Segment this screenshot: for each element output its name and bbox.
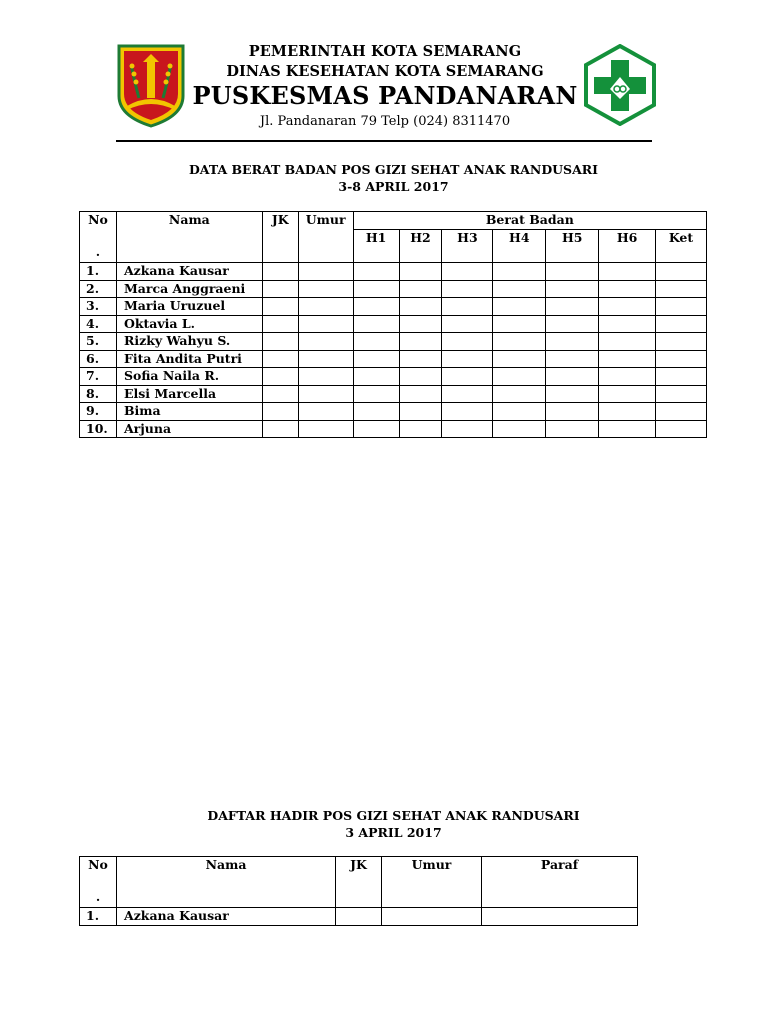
table-row — [80, 350, 707, 368]
row-empty-cell — [546, 298, 599, 316]
row-empty-cell — [442, 368, 493, 386]
row-empty-cell — [442, 350, 493, 368]
weight-table — [79, 211, 707, 438]
row-empty-cell — [546, 403, 599, 421]
row-empty-cell — [482, 908, 638, 926]
header-h5: H5 — [546, 229, 599, 262]
row-empty-cell — [599, 368, 656, 386]
government-name: PEMERINTAH KOTA SEMARANG — [248, 43, 522, 60]
row-empty-cell — [298, 420, 353, 438]
row-empty-cell — [262, 385, 298, 403]
row-empty-cell — [656, 368, 707, 386]
row-empty-cell — [298, 298, 353, 316]
row-nama: Maria Uruzuel — [116, 298, 262, 316]
row-empty-cell — [599, 403, 656, 421]
header-no: No . — [80, 212, 117, 263]
row-no: 6. — [80, 350, 117, 368]
row-empty-cell — [546, 385, 599, 403]
row-empty-cell — [493, 368, 546, 386]
row-empty-cell — [298, 403, 353, 421]
row-nama: Azkana Kausar — [116, 263, 262, 281]
row-nama: Fita Andita Putri — [116, 350, 262, 368]
row-no: 1. — [80, 263, 117, 281]
row-empty-cell — [262, 315, 298, 333]
row-no: 1. — [80, 908, 117, 926]
row-empty-cell — [262, 350, 298, 368]
row-empty-cell — [262, 333, 298, 351]
row-empty-cell — [493, 280, 546, 298]
row-empty-cell — [399, 350, 442, 368]
row-empty-cell — [442, 385, 493, 403]
row-empty-cell — [442, 403, 493, 421]
header-ket: Ket — [656, 229, 707, 262]
row-empty-cell — [442, 263, 493, 281]
row-empty-cell — [382, 908, 482, 926]
row-empty-cell — [353, 333, 399, 351]
row-empty-cell — [656, 280, 707, 298]
row-empty-cell — [493, 263, 546, 281]
row-empty-cell — [493, 420, 546, 438]
row-empty-cell — [493, 333, 546, 351]
row-empty-cell — [546, 350, 599, 368]
attendance-table-header-row — [80, 857, 638, 908]
row-empty-cell — [298, 350, 353, 368]
row-empty-cell — [399, 368, 442, 386]
row-empty-cell — [442, 298, 493, 316]
weight-table-subtitle: 3-8 APRIL 2017 — [338, 179, 449, 194]
row-empty-cell — [546, 333, 599, 351]
row-no: 2. — [80, 280, 117, 298]
row-nama: Arjuna — [116, 420, 262, 438]
department-name: DINAS KESEHATAN KOTA SEMARANG — [226, 63, 544, 80]
row-empty-cell — [353, 298, 399, 316]
table-row — [80, 315, 707, 333]
row-no: 4. — [80, 315, 117, 333]
row-empty-cell — [262, 420, 298, 438]
row-empty-cell — [399, 420, 442, 438]
row-empty-cell — [442, 280, 493, 298]
row-empty-cell — [399, 333, 442, 351]
attendance-header-nama: Nama — [117, 857, 336, 908]
row-empty-cell — [599, 315, 656, 333]
row-empty-cell — [353, 315, 399, 333]
table-row — [80, 420, 707, 438]
row-empty-cell — [599, 280, 656, 298]
institution-address: Jl. Pandanaran 79 Telp (024) 8311470 — [259, 114, 511, 129]
weight-table-header-row-1 — [80, 212, 707, 230]
institution-name: PUSKESMAS PANDANARAN — [192, 81, 578, 110]
row-empty-cell — [546, 368, 599, 386]
row-empty-cell — [262, 263, 298, 281]
weight-table-body — [80, 263, 707, 438]
row-empty-cell — [298, 368, 353, 386]
row-nama: Rizky Wahyu S. — [116, 333, 262, 351]
row-empty-cell — [493, 350, 546, 368]
table-row — [80, 263, 707, 281]
table-row — [80, 298, 707, 316]
row-empty-cell — [262, 403, 298, 421]
row-empty-cell — [442, 315, 493, 333]
row-nama: Elsi Marcella — [116, 385, 262, 403]
row-empty-cell — [262, 368, 298, 386]
header-nama: Nama — [116, 212, 262, 263]
header-berat-badan: Berat Badan — [353, 212, 706, 230]
letterhead-divider — [116, 140, 652, 142]
row-empty-cell — [493, 298, 546, 316]
row-empty-cell — [399, 315, 442, 333]
row-empty-cell — [546, 315, 599, 333]
header-jk: JK — [262, 212, 298, 263]
header-h1: H1 — [353, 229, 399, 262]
row-empty-cell — [353, 385, 399, 403]
table-row — [80, 908, 638, 926]
row-empty-cell — [353, 263, 399, 281]
row-empty-cell — [599, 350, 656, 368]
row-empty-cell — [599, 333, 656, 351]
row-empty-cell — [298, 315, 353, 333]
attendance-header-umur: Umur — [382, 857, 482, 908]
row-empty-cell — [262, 280, 298, 298]
row-empty-cell — [656, 315, 707, 333]
semarang-emblem-logo — [117, 44, 185, 128]
row-no: 10. — [80, 420, 117, 438]
row-empty-cell — [399, 385, 442, 403]
row-no: 9. — [80, 403, 117, 421]
row-no: 5. — [80, 333, 117, 351]
row-empty-cell — [298, 280, 353, 298]
row-empty-cell — [546, 280, 599, 298]
attendance-header-no: No . — [80, 857, 117, 908]
row-empty-cell — [599, 385, 656, 403]
header-umur: Umur — [298, 212, 353, 263]
table-row — [80, 403, 707, 421]
row-empty-cell — [656, 263, 707, 281]
attendance-table-title: DAFTAR HADIR POS GIZI SEHAT ANAK RANDUSARI — [207, 808, 580, 823]
row-empty-cell — [353, 350, 399, 368]
row-no: 8. — [80, 385, 117, 403]
row-empty-cell — [399, 280, 442, 298]
attendance-table-subtitle: 3 APRIL 2017 — [345, 825, 442, 840]
row-nama: Sofia Naila R. — [116, 368, 262, 386]
row-empty-cell — [336, 908, 382, 926]
attendance-table — [79, 856, 638, 926]
row-empty-cell — [399, 263, 442, 281]
row-empty-cell — [656, 333, 707, 351]
table-row — [80, 333, 707, 351]
row-empty-cell — [493, 403, 546, 421]
row-empty-cell — [353, 280, 399, 298]
table-row — [80, 385, 707, 403]
row-empty-cell — [262, 298, 298, 316]
row-empty-cell — [442, 420, 493, 438]
attendance-header-jk: JK — [336, 857, 382, 908]
row-nama: Bima — [116, 403, 262, 421]
row-empty-cell — [656, 420, 707, 438]
row-empty-cell — [546, 420, 599, 438]
row-empty-cell — [656, 385, 707, 403]
row-nama: Oktavia L. — [116, 315, 262, 333]
letterhead — [0, 0, 768, 145]
row-empty-cell — [656, 350, 707, 368]
row-empty-cell — [546, 263, 599, 281]
row-empty-cell — [399, 403, 442, 421]
row-empty-cell — [599, 420, 656, 438]
row-empty-cell — [399, 298, 442, 316]
attendance-table-body — [80, 908, 638, 926]
row-empty-cell — [656, 403, 707, 421]
row-empty-cell — [599, 263, 656, 281]
row-empty-cell — [298, 263, 353, 281]
row-empty-cell — [353, 420, 399, 438]
row-nama: Marca Anggraeni — [116, 280, 262, 298]
row-no: 3. — [80, 298, 117, 316]
row-empty-cell — [493, 315, 546, 333]
weight-table-title: DATA BERAT BADAN POS GIZI SEHAT ANAK RANDUSARI — [188, 162, 599, 177]
row-nama: Azkana Kausar — [117, 908, 336, 926]
row-empty-cell — [353, 403, 399, 421]
letterhead-text — [188, 42, 582, 133]
row-empty-cell — [298, 385, 353, 403]
header-h2: H2 — [399, 229, 442, 262]
row-empty-cell — [599, 298, 656, 316]
puskesmas-logo — [584, 44, 656, 126]
header-h3: H3 — [442, 229, 493, 262]
table-row — [80, 368, 707, 386]
table-row — [80, 280, 707, 298]
row-empty-cell — [656, 298, 707, 316]
header-h4: H4 — [493, 229, 546, 262]
row-empty-cell — [298, 333, 353, 351]
header-h6: H6 — [599, 229, 656, 262]
row-empty-cell — [442, 333, 493, 351]
attendance-header-paraf: Paraf — [482, 857, 638, 908]
row-empty-cell — [353, 368, 399, 386]
row-no: 7. — [80, 368, 117, 386]
row-empty-cell — [493, 385, 546, 403]
